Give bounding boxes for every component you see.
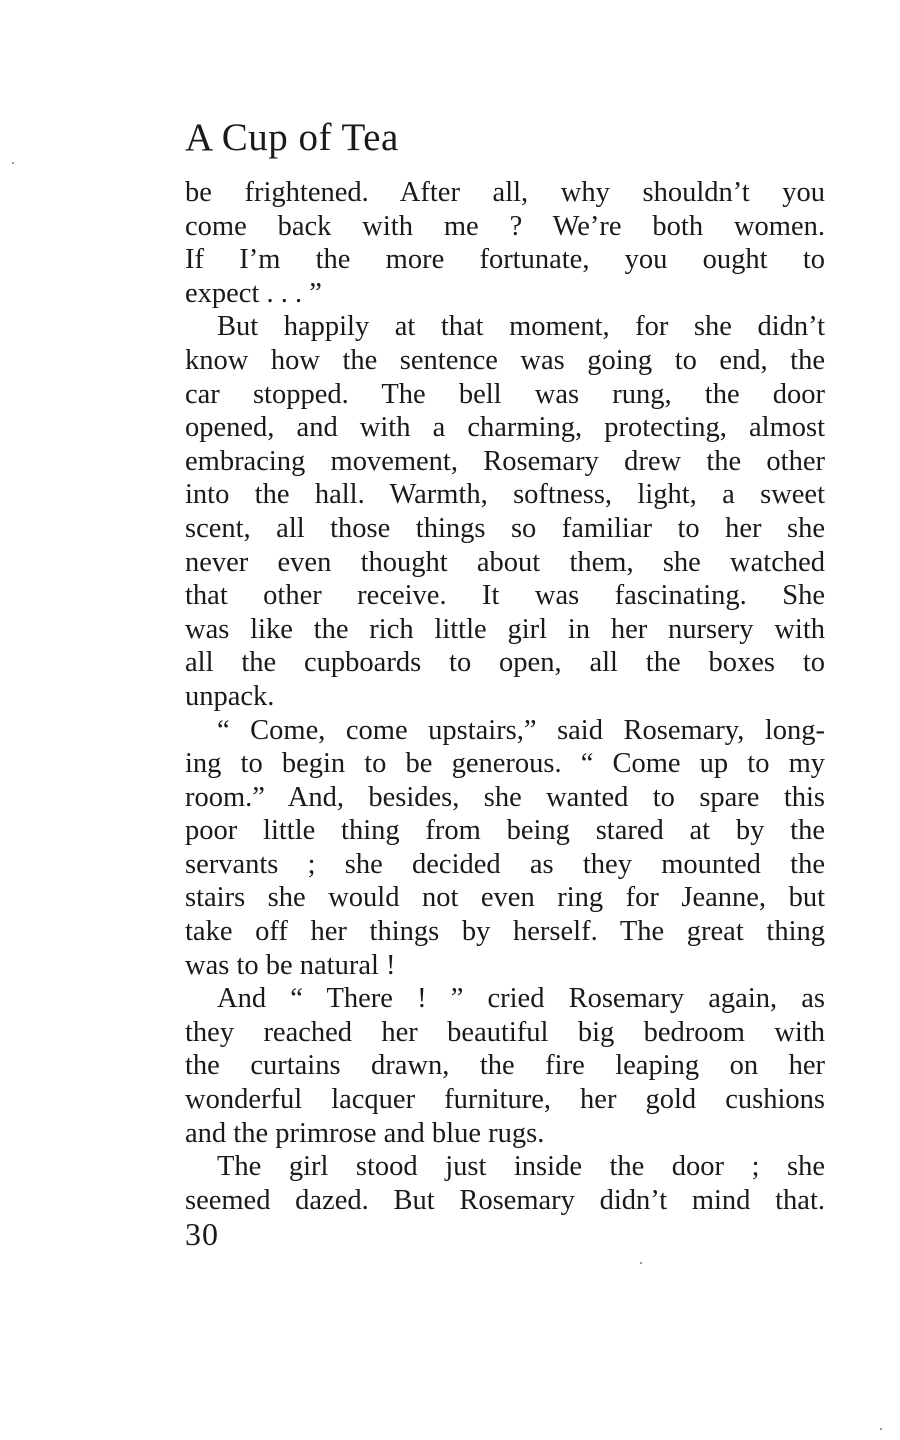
text-line: ing to begin to be generous. “ Come up to my [185, 748, 825, 780]
text-line: be frightened. After all, why shouldn’t you [185, 177, 825, 208]
scan-speck [880, 1428, 882, 1430]
text-line: servants ; she decided as they mounted the [185, 848, 825, 880]
scan-speck [640, 1262, 642, 1264]
text-line: But happily at that moment, for she didn’t [217, 311, 825, 343]
text-line: was to be natural ! [185, 949, 396, 981]
text-line: they reached her beautiful big bedroom with [185, 1016, 825, 1048]
body-text [185, 176, 825, 1217]
text-line: take off her things by herself. The great thing [185, 916, 825, 948]
scan-speck [12, 162, 14, 164]
text-line: The girl stood just inside the door ; she [217, 1151, 825, 1183]
text-line: expect . . . ” [185, 277, 322, 309]
page-number: 30 [185, 1216, 219, 1252]
text-line: If I’m the more fortunate, you ought to [185, 244, 825, 276]
text-line: embracing movement, Rosemary drew the other [185, 445, 825, 477]
text-line: scent, all those things so familiar to her she [185, 512, 825, 544]
text-line: room.” And, besides, she wanted to spare this [185, 781, 825, 813]
text-line: “ Come, come upstairs,” said Rosemary, long- [217, 714, 825, 746]
text-line: was like the rich little girl in her nursery with [185, 613, 825, 645]
running-head-title: A Cup of Tea [185, 116, 399, 159]
text-line: and the primrose and blue rugs. [185, 1117, 545, 1149]
text-line: stairs she would not even ring for Jeanne, but [185, 882, 825, 914]
text-line: that other receive. It was fascinating. She [185, 580, 825, 612]
text-line: the curtains drawn, the fire leaping on her [185, 1050, 825, 1082]
text-line: unpack. [185, 680, 275, 712]
text-line: opened, and with a charming, protecting, almost [185, 412, 825, 444]
text-line: never even thought about them, she watched [185, 546, 825, 578]
text-line: car stopped. The bell was rung, the door [185, 378, 825, 410]
text-line: seemed dazed. But Rosemary didn’t mind that. [185, 1184, 825, 1216]
text-line: poor little thing from being stared at by the [185, 815, 825, 847]
text-line: all the cupboards to open, all the boxes to [185, 647, 825, 679]
text-line: wonderful lacquer furniture, her gold cushions [185, 1084, 825, 1116]
text-line: And “ There ! ” cried Rosemary again, as [217, 983, 825, 1015]
text-line: know how the sentence was going to end, the [185, 344, 825, 376]
text-line: come back with me ? We’re both women. [185, 210, 825, 242]
text-line: into the hall. Warmth, softness, light, a sweet [185, 479, 825, 511]
